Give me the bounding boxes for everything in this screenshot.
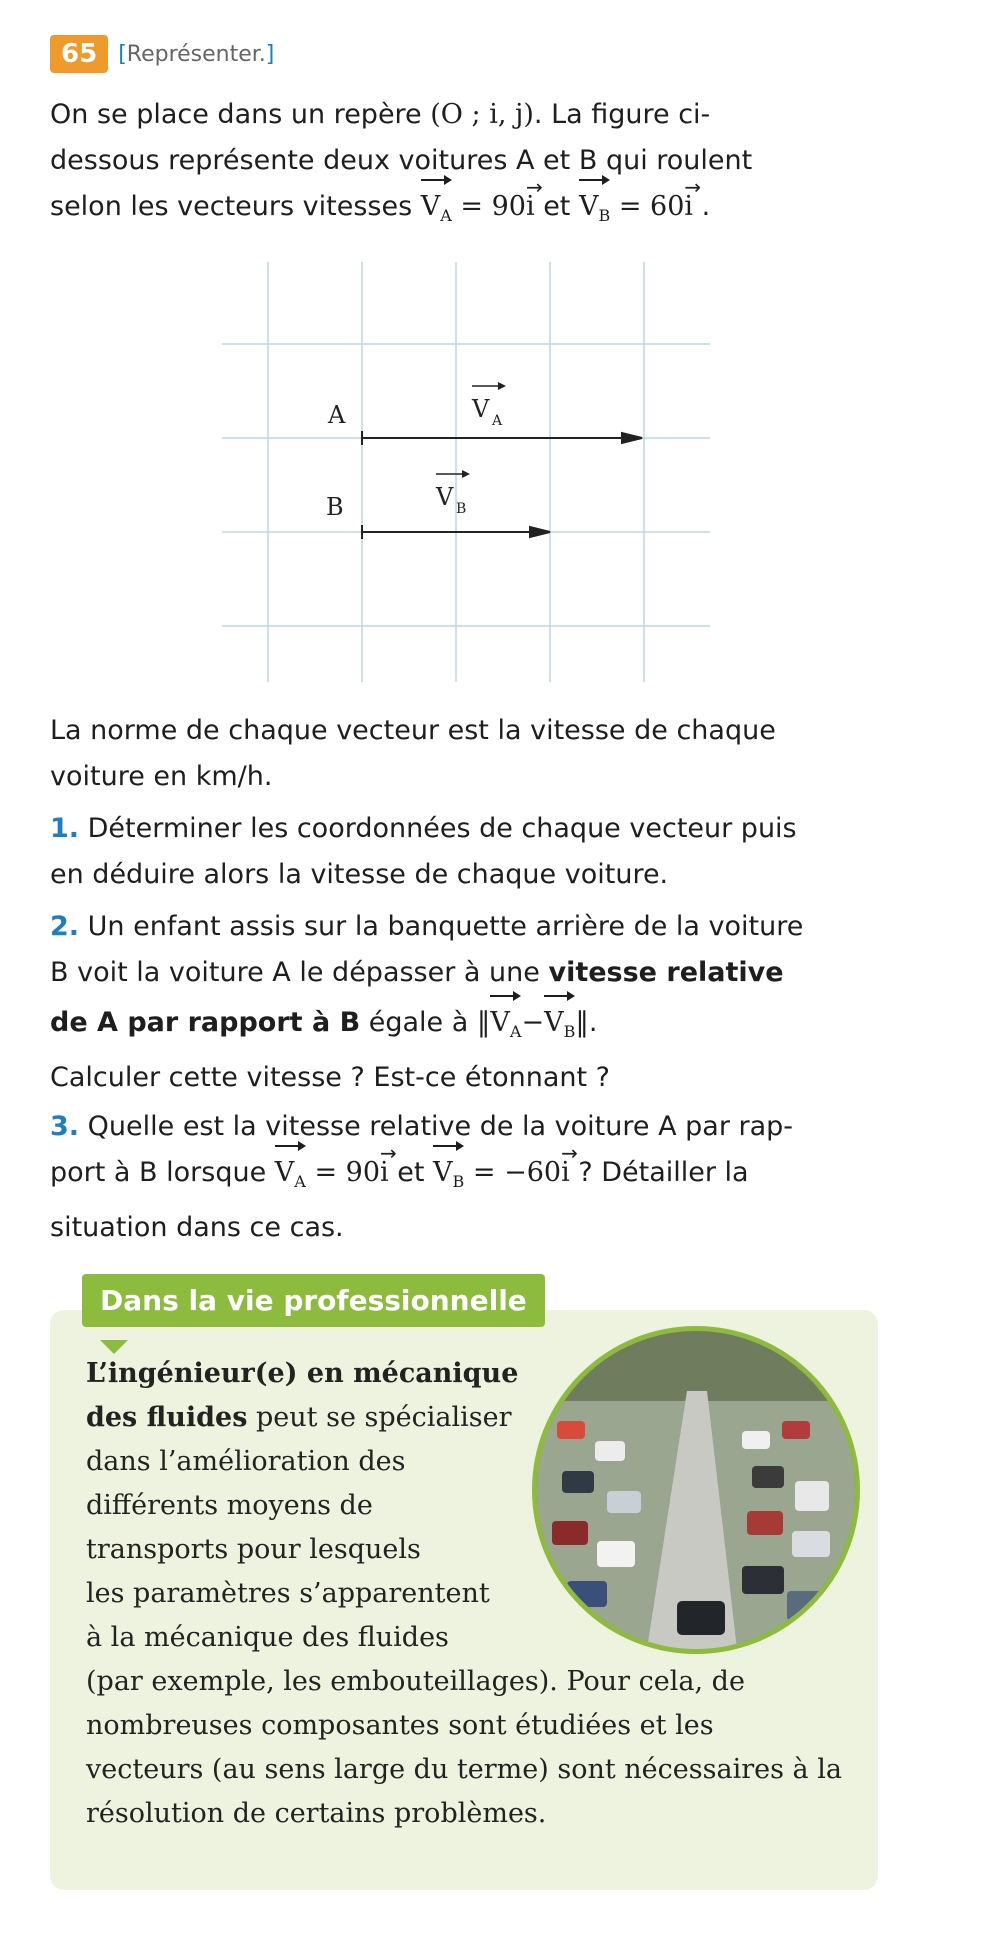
question-3: 3. Quelle est la vitesse relative de la voiture A par rap- port à B lorsque $V_A = 90\to i$ et $V_B = -60\to i$ ? Détailler la situation dans ce cas. bbox=[50, 1104, 930, 1251]
box-text-bottom: (par exemple, les embouteillages). Pour cela, de nombreuses composantes sont étudiées et les vecteurs (au sens large du terme) sont nécessaires à la résolution de certains problèmes. bbox=[86, 1666, 842, 1829]
vector-figure bbox=[210, 262, 720, 682]
repere: (O ; i, j) bbox=[430, 99, 534, 130]
vector-vb-head bbox=[530, 527, 550, 537]
relative-norm: $‖V_A-V_B‖$ bbox=[477, 1007, 589, 1038]
traffic-jam-photo bbox=[532, 1326, 860, 1654]
svg-text:B: B bbox=[456, 501, 467, 517]
exercise-number: 65 bbox=[50, 35, 108, 73]
question-2: 2. Un enfant assis sur la banquette arrière de la voiture B voit la voiture A le dépasser à une vitesse relative de A par rapport à B égale à $‖V_A-V_B‖$. Calculer cette vitesse ? Est-ce étonnant ? bbox=[50, 911, 804, 1093]
question-1: 1. Déterminer les coordonnées de chaque vecteur puis en déduire alors la vitesse de chaque voiture. bbox=[50, 813, 797, 890]
box-text-wrap: L’ingénieur(e) en mécanique des fluides peut se spécialiser dans l’amélioration des différents moyens de transports pour lesquels les paramètres s’apparentent à la mécanique des fluides bbox=[86, 1358, 519, 1653]
svg-text:A: A bbox=[492, 413, 503, 429]
label-a: A bbox=[328, 401, 346, 429]
box-title: Dans la vie professionnelle bbox=[82, 1274, 545, 1327]
norme-paragraph: La norme de chaque vecteur est la vitesse de chaque voiture en km/h. bbox=[50, 715, 776, 792]
exercise-header bbox=[50, 34, 274, 74]
svg-text:V: V bbox=[436, 483, 454, 511]
label-b: B bbox=[326, 493, 344, 521]
svg-text:V: V bbox=[472, 395, 490, 423]
exercise-tag: [Représenter.] bbox=[118, 41, 275, 67]
vector-va-head bbox=[622, 433, 642, 443]
intro-paragraph: On se place dans un repère (O ; i, j). La figure ci- dessous représente deux voitures A et B qui roulent selon les vecteurs vitesses $V_A = 90\to i$ et $V_B = 60\to i$ . bbox=[50, 92, 930, 239]
vector-vb: $V_B = 60\to i$ bbox=[579, 191, 693, 222]
vector-va: $V_A = 90\to i$ bbox=[421, 191, 535, 222]
